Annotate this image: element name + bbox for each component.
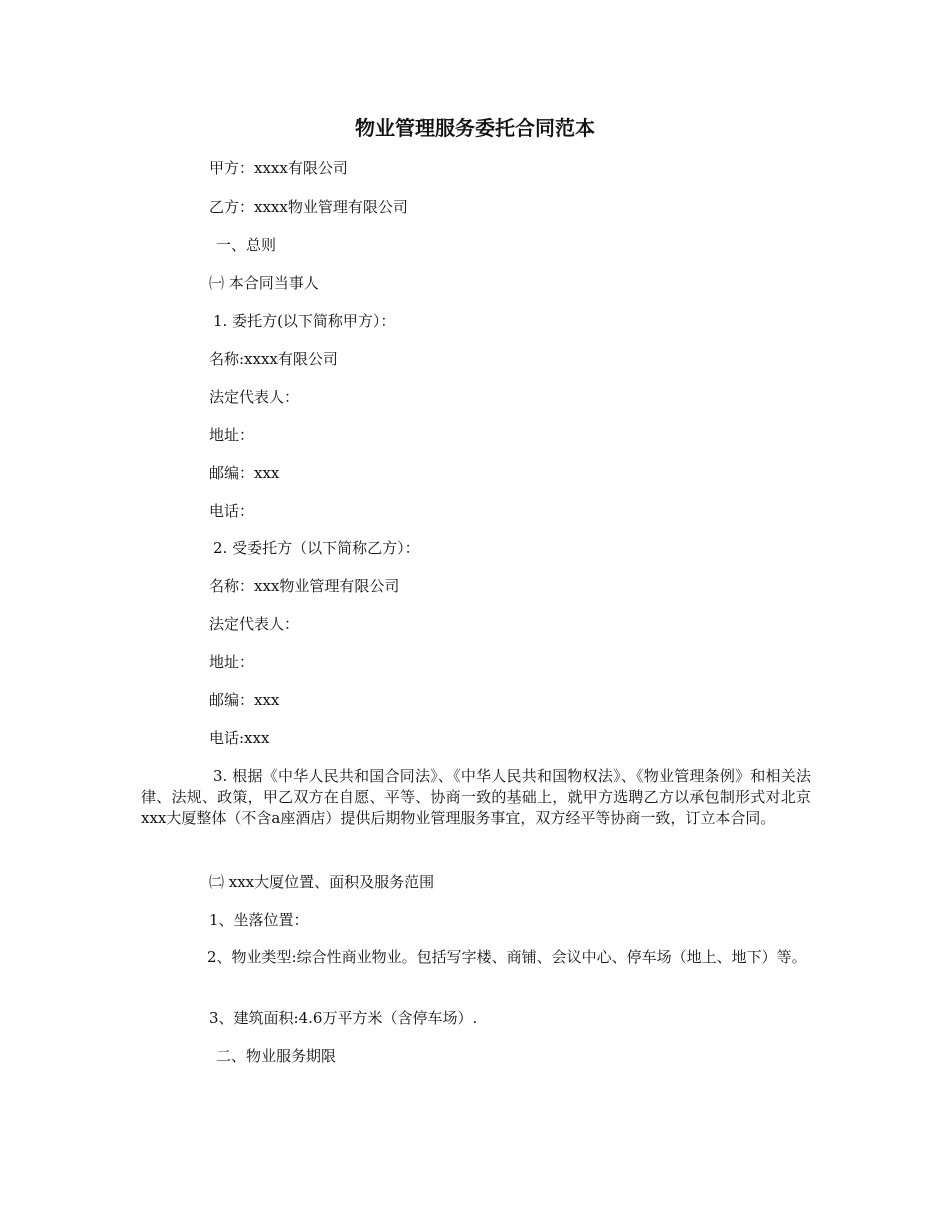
- property-type-item: 2、物业类型:综合性商业物业。包括写字楼、商铺、会议中心、停车场（地上、地下）等。: [207, 948, 807, 966]
- floor-area-item: 3、建筑面积:4.6万平方米（含停车场）.: [209, 1009, 478, 1027]
- parties-subheading: ㈠ 本合同当事人: [209, 274, 319, 292]
- section-general-heading: 一、总则: [216, 236, 277, 254]
- clause-3-paragraph: 3. 根据《中华人民共和国合同法》、《中华人民共和国物权法》、《物业管理条例》和相关法律、法规、政策，甲乙双方在自愿、平等、协商一致的基础上，就甲方选聘乙方以承包制形式对北京xxx大厦整体（不含a座酒店）提供后期物业管理服务事宜，双方经平等协商一致，订立本合同。: [141, 767, 811, 827]
- contractor-name: 名称：xxx物业管理有限公司: [209, 577, 400, 595]
- contractor-postcode: 邮编：xxx: [209, 691, 280, 709]
- section-service-term-heading: 二、物业服务期限: [216, 1047, 337, 1065]
- client-heading: 1. 委托方(以下简称甲方）：: [213, 312, 396, 330]
- client-postcode: 邮编：xxx: [209, 464, 280, 482]
- contractor-address: 地址：: [209, 653, 255, 671]
- contractor-legal-rep: 法定代表人：: [209, 615, 300, 633]
- party-b-line: 乙方：xxxx物业管理有限公司: [209, 198, 408, 216]
- building-subheading: ㈡ xxx大厦位置、面积及服务范围: [209, 873, 435, 891]
- contractor-phone: 电话:xxx: [209, 729, 270, 747]
- client-phone: 电话：: [209, 502, 255, 520]
- client-address: 地址：: [209, 426, 255, 444]
- client-name: 名称:xxxx有限公司: [209, 350, 338, 368]
- document-title: 物业管理服务委托合同范本: [355, 116, 595, 140]
- party-a-line: 甲方：xxxx有限公司: [209, 159, 348, 177]
- location-item: 1、坐落位置：: [209, 911, 309, 929]
- contractor-heading: 2. 受委托方（以下简称乙方）：: [213, 539, 420, 557]
- client-legal-rep: 法定代表人：: [209, 388, 300, 406]
